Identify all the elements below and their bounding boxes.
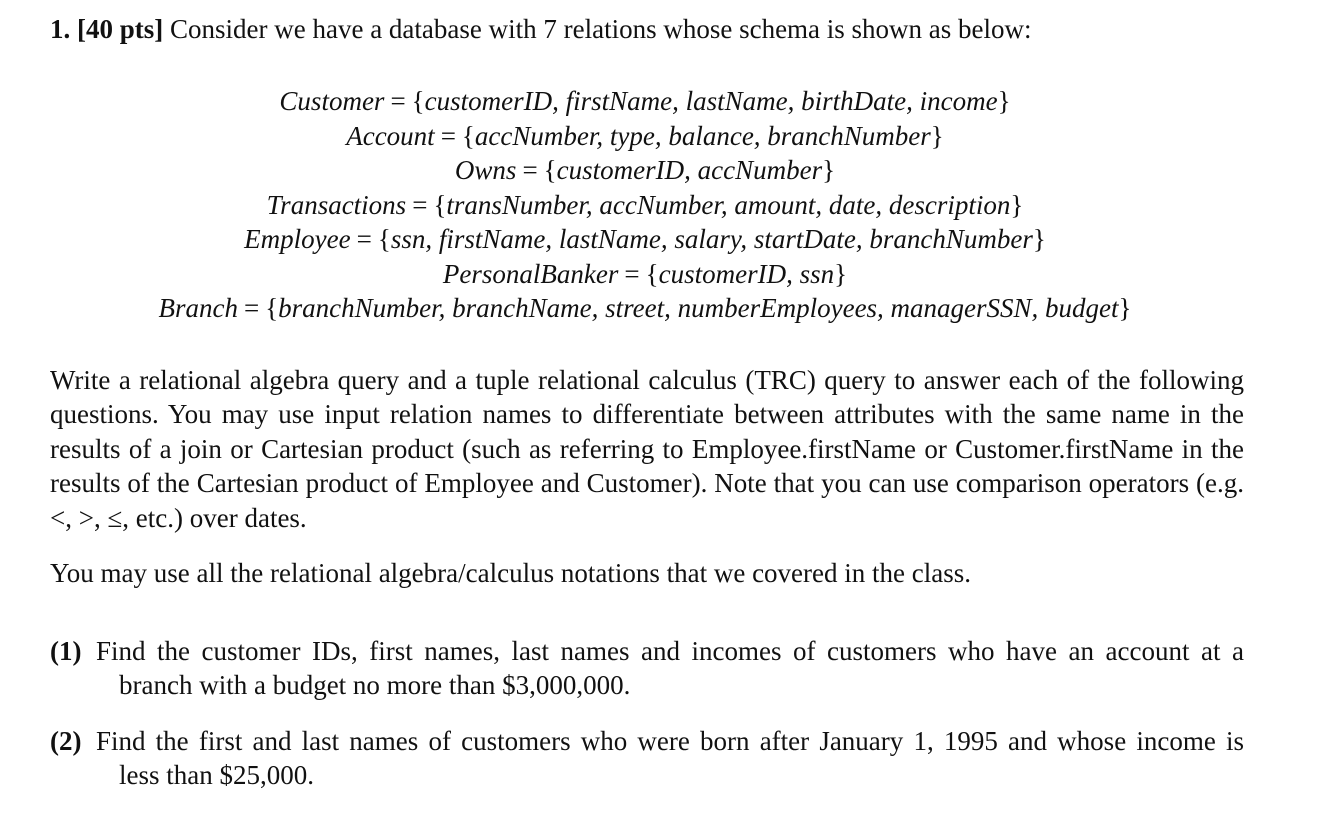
relation-attributes: customerID, firstName, lastName, birthDate, income (424, 86, 998, 116)
notation-note: You may use all the relational algebra/calculus notations that we covered in the class. (50, 558, 971, 588)
relation-name: Employee (244, 224, 351, 254)
relation-attributes: ssn, firstName, lastName, salary, startDate, branchNumber (390, 224, 1033, 254)
schema-row-employee: Employee = {ssn, firstName, lastName, salary, startDate, branchNumber} (244, 224, 1046, 254)
relation-attributes: branchNumber, branchName, street, numberEmployees, managerSSN, budget (278, 293, 1119, 323)
schema-row-owns: Owns = {customerID, accNumber} (454, 155, 836, 185)
schema-row-personalbanker: PersonalBanker = {customerID, ssn} (442, 258, 848, 289)
relation-attributes: customerID, ssn (658, 258, 835, 289)
relation-attributes: accNumber, type, balance, branchNumber (474, 120, 931, 151)
question-item (50, 724, 1244, 794)
problem-intro: Consider we have a database with 7 relations whose schema is shown as below: (170, 14, 1032, 44)
relation-attributes: customerID, accNumber (556, 155, 823, 185)
schema-row-customer: Customer = {customerID, firstName, lastName, birthDate, income} (279, 86, 1011, 116)
relation-name: Branch (158, 293, 238, 323)
question-text-line: Find the customer IDs, first names, last names and incomes of customers who have an account at a (96, 636, 1244, 666)
relation-name: Transactions (266, 189, 407, 220)
question-text-line: branch with a budget no more than $3,000,000. (119, 670, 631, 701)
question-item (50, 634, 1244, 704)
question-number: (1) (50, 636, 82, 666)
question-text-line: less than $25,000. (119, 760, 314, 791)
relation-attributes: transNumber, accNumber, amount, date, description (446, 189, 1011, 220)
relation-name: PersonalBanker (442, 258, 619, 289)
relation-name: Account (346, 120, 435, 151)
schema-row-account: Account = {accNumber, type, balance, branchNumber} (346, 120, 944, 151)
instructions-paragraph: Write a relational algebra query and a tuple relational calculus (TRC) query to answer each of the following questions. You may use input relation names to differentiate between attributes with the same name in the results of a join or Cartesian product (such as referring to Employee.firstName or Customer.firstName in the results of the Cartesian product of Employee and Customer). Note that you can use comparison operators (e.g. <, >, ≤, etc.) over dates. (50, 365, 1244, 533)
relation-name: Customer (279, 86, 385, 116)
problem-label: 1. [40 pts] (50, 14, 164, 44)
question-text-line: Find the first and last names of customers who were born after January 1, 1995 and whose income is (96, 726, 1244, 756)
relation-name: Owns (454, 155, 517, 185)
question-number: (2) (50, 726, 82, 756)
schema-row-transactions: Transactions = {transNumber, accNumber, amount, date, description} (266, 189, 1024, 220)
problem-heading (50, 12, 1032, 46)
schema-block (0, 84, 1290, 326)
schema-row-branch: Branch = {branchNumber, branchName, street, numberEmployees, managerSSN, budget} (158, 293, 1132, 323)
